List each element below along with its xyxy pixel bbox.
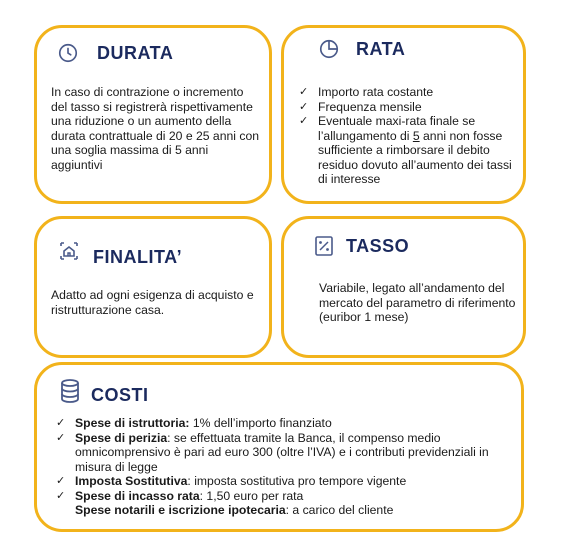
list-item: ✓ Frequenza mensile	[298, 100, 518, 115]
tasso-text: Variabile, legato all’andamento del mercato del parametro di riferimento (euribor 1 mese)	[319, 281, 516, 324]
durata-card	[34, 25, 272, 204]
list-item: ✓ Spese di incasso rata: 1,50 euro per rata	[55, 489, 500, 504]
tasso-title: TASSO	[346, 235, 410, 256]
durata-text: In caso di contrazione o incremento del tasso si registrerà rispettivamente una riduzione o un aumento della durata contrattuale di 20 e 25 anni con una soglia massima di 5 anni aggiuntivi	[51, 85, 260, 172]
rata-card	[281, 25, 526, 204]
list-item: ✓ Imposta Sostitutiva: imposta sostitutiva pro tempore vigente	[55, 474, 500, 489]
percent-icon	[314, 235, 334, 257]
tasso-card	[281, 216, 526, 358]
durata-title: DURATA	[97, 42, 174, 63]
costi-extra: Spese notarili e iscrizione ipotecaria: a carico del cliente	[75, 503, 394, 517]
costi-card	[34, 362, 524, 532]
pie-chart-icon	[318, 38, 340, 60]
costi-title: COSTI	[91, 385, 149, 405]
finalita-card	[34, 216, 272, 358]
list-item: ✓ Spese di perizia: se effettuata tramite la Banca, il compenso medio omnicomprensivo è pari ad euro 300 (oltre l’IVA) e i contributi previdenziali in misura di legge	[55, 431, 500, 475]
finalita-text: Adatto ad ogni esigenza di acquisto e ristrutturazione casa.	[51, 288, 254, 317]
database-icon	[59, 378, 81, 404]
clock-icon	[57, 42, 79, 64]
list-item: ✓ Eventuale maxi-rata finale se l’allungamento di 5 anni non fosse sufficiente a rimborsare il debito residuo dovuto all’aumento dei tassi di interesse	[298, 114, 518, 187]
home-icon	[57, 239, 81, 263]
rata-list	[298, 85, 518, 187]
costi-list	[55, 416, 500, 503]
list-item: ✓ Spese di istruttoria: 1% dell’importo finanziato	[55, 416, 500, 431]
finalita-title: FINALITA’	[93, 247, 183, 267]
rata-title: RATA	[356, 38, 406, 59]
list-item: ✓ Importo rata costante	[298, 85, 518, 100]
